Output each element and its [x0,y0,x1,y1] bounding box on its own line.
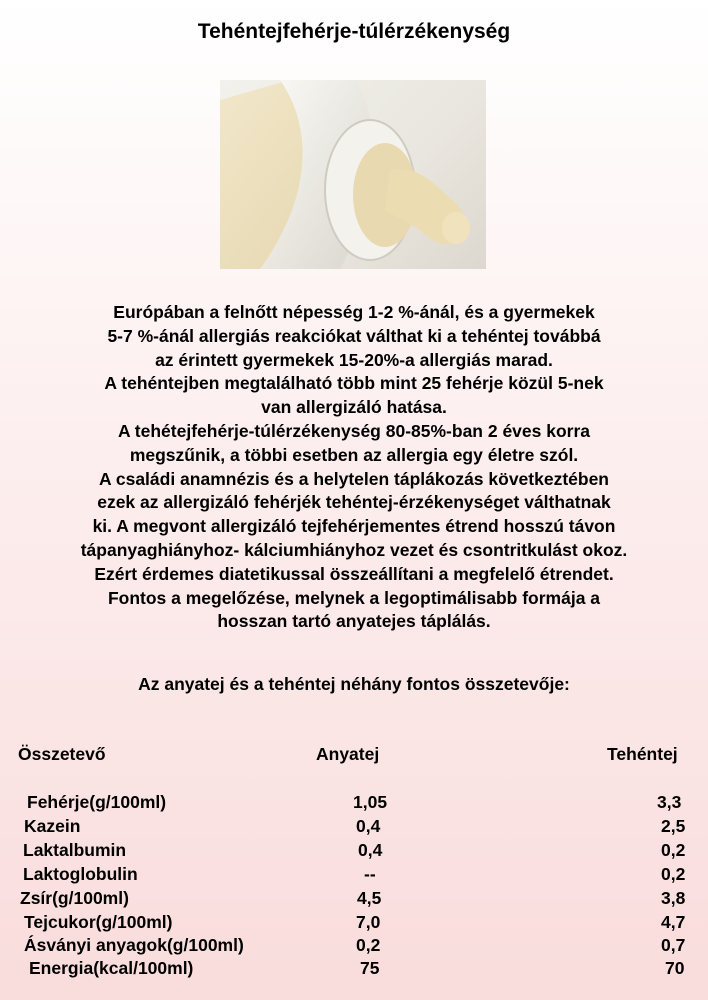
paragraph-line: van allergizáló hatása. [261,397,447,418]
row-breast-milk-value: -- [364,864,376,884]
paragraph-line: Fontos a megelőzése, melynek a legoptimálisabb formája a [107,587,601,608]
row-label: Fehérje(g/100ml) [27,792,167,812]
page-title: Tehéntejfehérje-túlérzékenység [197,20,511,43]
header-component: Összetevő [18,744,106,764]
row-label: Zsír(g/100ml) [20,888,129,908]
row-breast-milk-value: 4,5 [357,888,382,908]
row-breast-milk-value: 0,4 [358,840,383,860]
baby-bottle-image [220,80,486,269]
row-breast-milk-value: 7,0 [356,912,381,932]
row-label: Kazein [24,816,81,836]
row-label: Laktoglobulin [23,864,138,884]
table-title: Az anyatej és a tehéntej néhány fontos összetevője: [138,674,570,694]
header-breast-milk: Anyatej [316,744,380,764]
paragraph-line: megszűnik, a többi esetben az allergia egy életre szól. [129,444,579,465]
row-cow-milk-value: 0,2 [661,864,686,884]
paragraph-line: hosszan tartó anyatejes táplálás. [217,611,491,632]
row-breast-milk-value: 1,05 [353,792,388,812]
paragraph-line: az érintett gyermekek 15-20%-a allergiás marad. [155,349,553,370]
row-cow-milk-value: 0,7 [661,935,686,955]
intro-paragraph [0,301,708,634]
paragraph-line: Ezért érdemes diatetikussal összeállítani a megfelelő étrendet. [94,563,614,584]
row-cow-milk-value: 2,5 [661,816,686,836]
paragraph-line: A családi anamnézis és a helytelen táplákozás következtében [99,468,609,489]
paragraph-line: ezek az allergizáló fehérjék tehéntej-érzékenységet válthatnak [97,492,611,513]
row-cow-milk-value: 3,8 [661,888,686,908]
row-breast-milk-value: 75 [360,958,380,978]
row-cow-milk-value: 3,3 [657,792,682,812]
baby-bottle-illustration [220,80,486,269]
paragraph-line: Európában a felnőtt népesség 1-2 %-ánál, és a gyermekek [113,302,595,322]
row-breast-milk-value: 0,2 [356,935,381,955]
row-label: Energia(kcal/100ml) [29,958,194,978]
row-label: Tejcukor(g/100ml) [24,912,173,932]
row-cow-milk-value: 4,7 [661,912,686,932]
row-cow-milk-value: 0,2 [661,840,686,860]
paragraph-line: ki. A megvont allergizáló tejfehérjementes étrend hosszú távon [92,516,616,537]
paragraph-line: tápanyaghiányhoz- kálciumhiányhoz vezet és csontritkulást okoz. [80,539,628,560]
row-breast-milk-value: 0,4 [356,816,381,836]
row-label: Ásványi anyagok(g/100ml) [24,935,244,955]
header-cow-milk: Tehéntej [607,744,678,764]
row-label: Laktalbumin [23,840,127,860]
paragraph-line: 5-7 %-ánál allergiás reakciókat válthat ki a tehéntej továbbá [107,325,601,346]
paragraph-line: A tehéntejben megtalálható több mint 25 fehérje közül 5-nek [104,373,604,394]
paragraph-line: A tehétejfehérje-túlérzékenység 80-85%-ban 2 éves korra [117,420,591,441]
row-cow-milk-value: 70 [665,958,685,978]
